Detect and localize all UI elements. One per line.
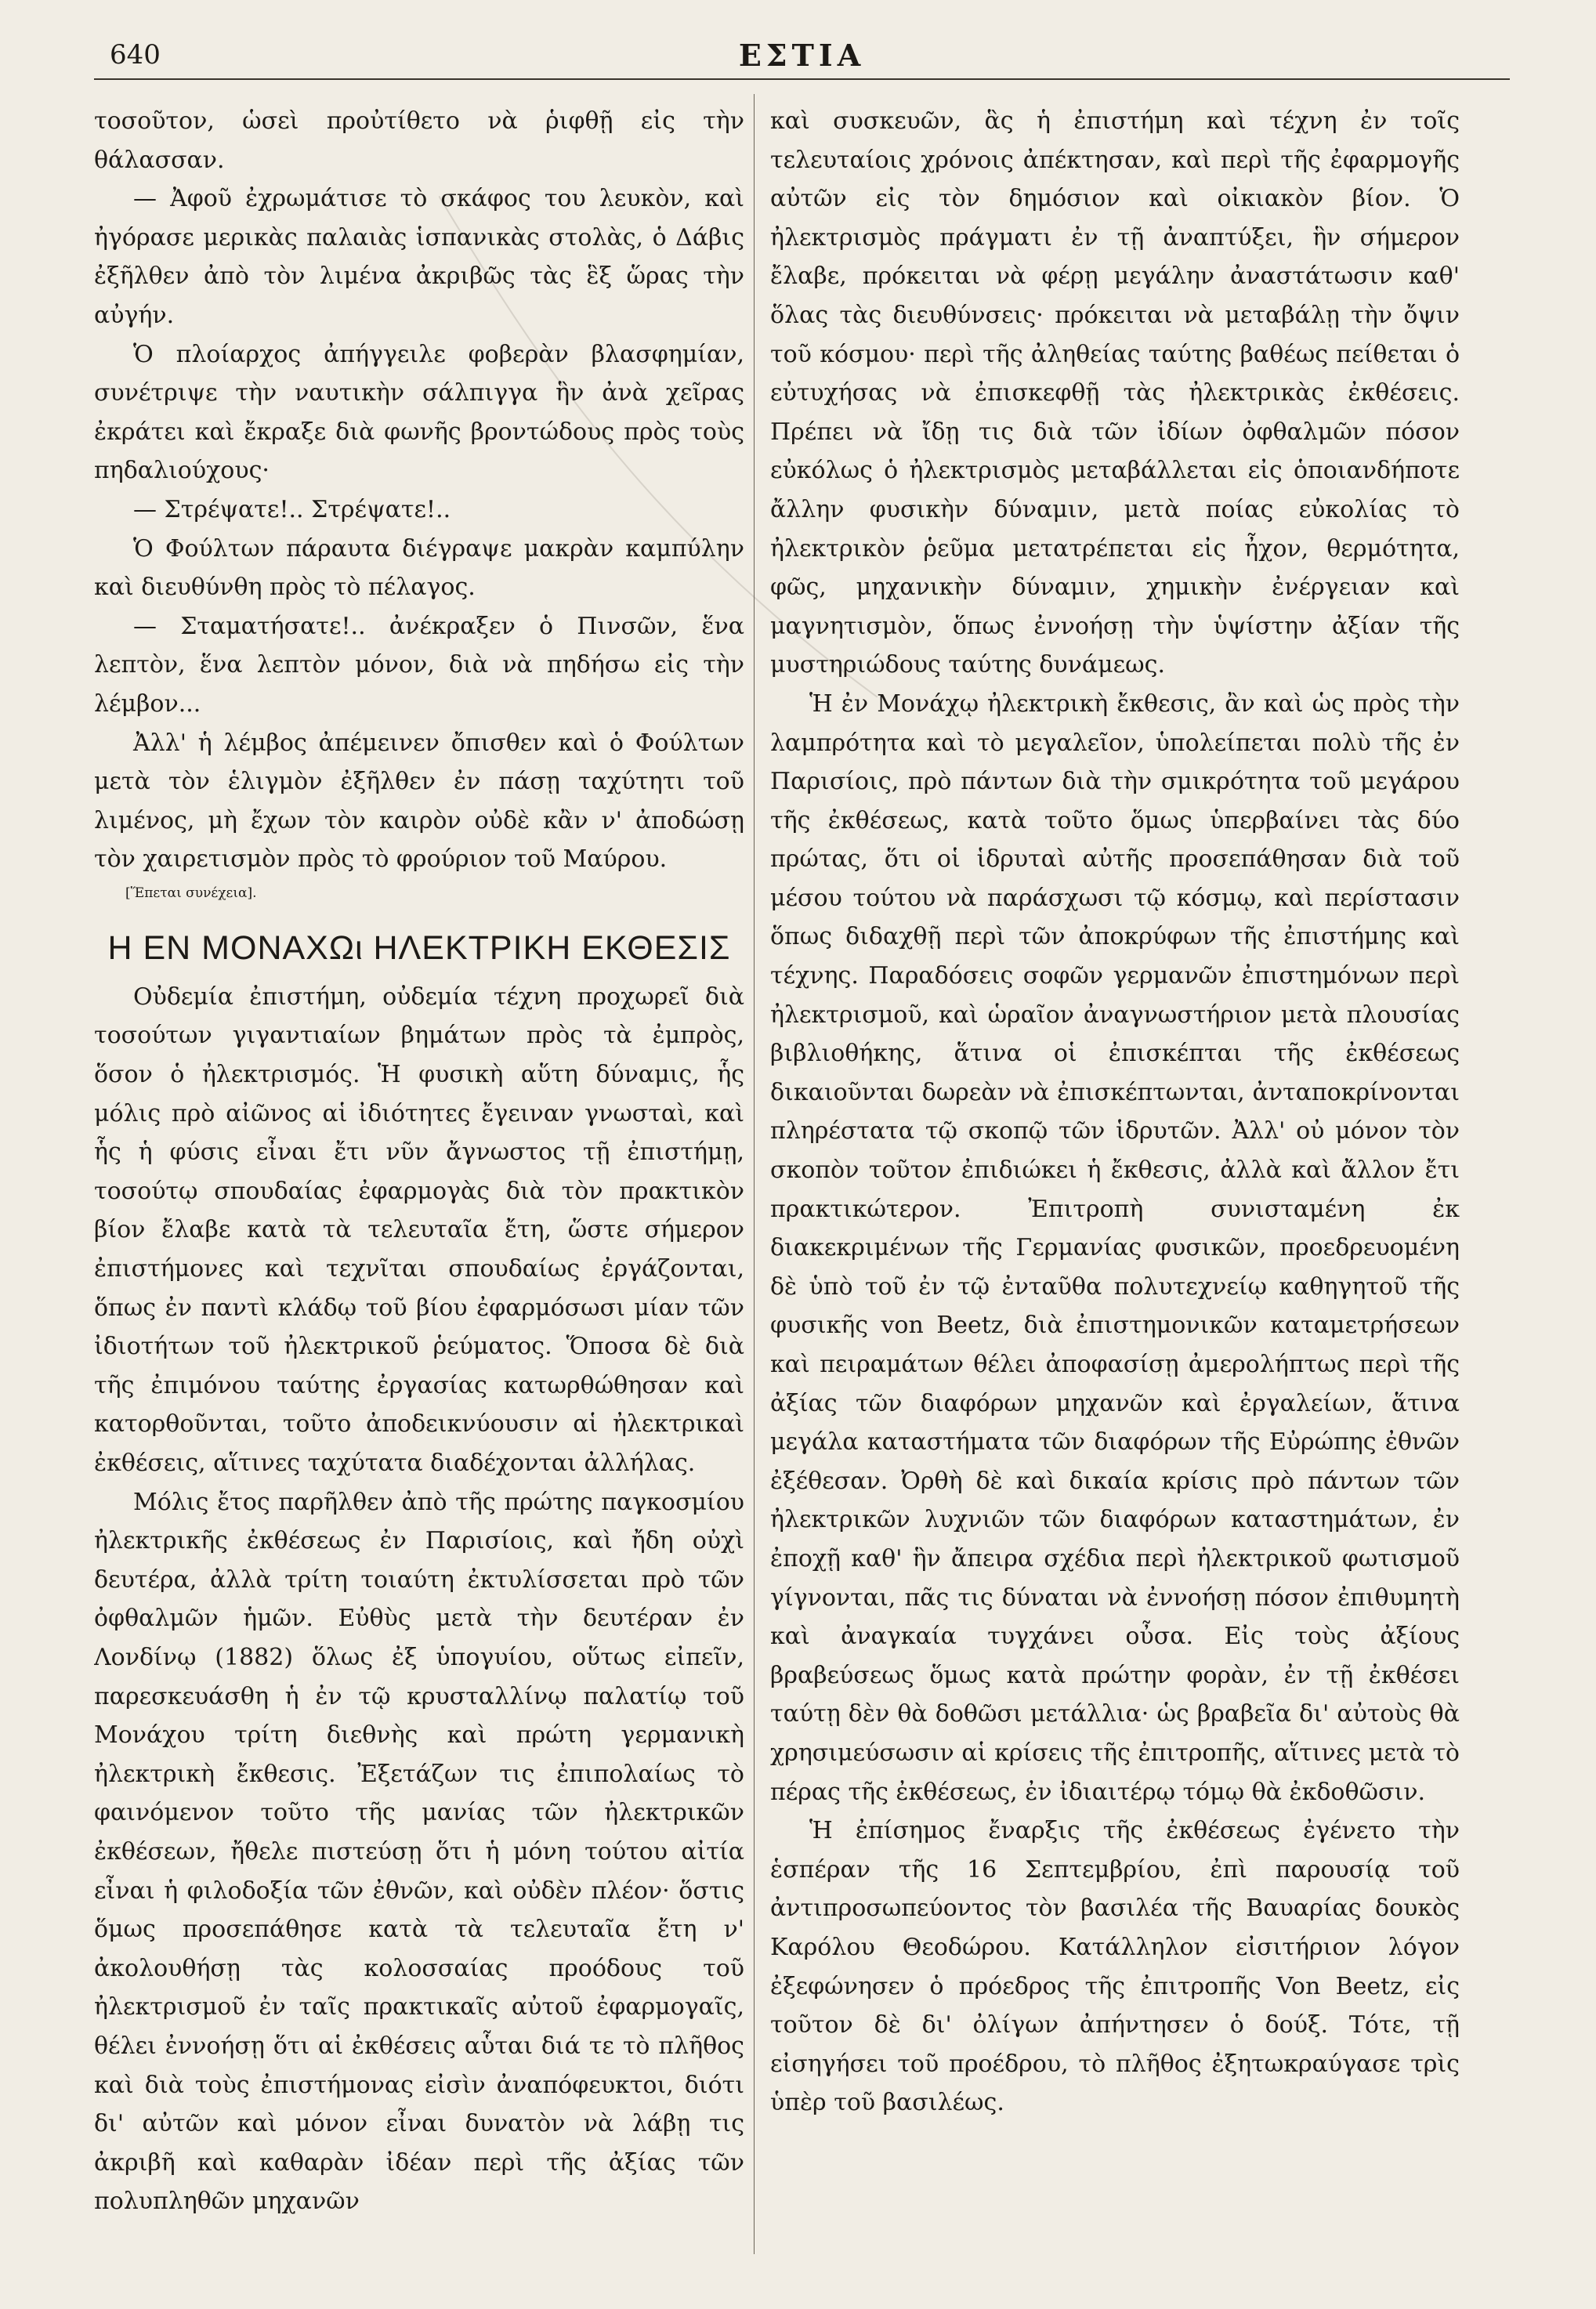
paragraph: Ἀλλ' ἡ λέμβος ἀπέμεινεν ὄπισθεν καὶ ὁ Φούλτων μετὰ τὸν ἑλιγμὸν ἐξῆλθεν ἐν πάσῃ ταχύτητι τοῦ λιμένος, μὴ ἔχων τὸν καιρὸν οὐδὲ κἂν ν' ἀποδώσῃ τὸν χαιρετισμὸν πρὸς τὸ φρούριον τοῦ Μαύρου. — [94, 729, 744, 874]
paragraph: — Ἀφοῦ ἐχρωμάτισε τὸ σκάφος του λευκὸν, καὶ ἠγόρασε μερικὰς παλαιὰς ἱσπανικὰς στολὰς, ὁ Δάβις ἐξῆλθεν ἀπὸ τὸν λιμένα ἀκριβῶς τὰς ἓξ ὥρας τὴν αὐγήν. — [94, 185, 744, 329]
column-divider — [754, 94, 755, 2254]
paragraph: τοσοῦτον, ὡσεὶ προὐτίθετο νὰ ῥιφθῇ εἰς τὴν θάλασσαν. — [94, 107, 744, 174]
paragraph: Ὁ πλοίαρχος ἀπήγγειλε φοβερὰν βλασφημίαν, συνέτριψε τὴν ναυτικὴν σάλπιγγα ἣν ἀνὰ χεῖρας ἐκράτει καὶ ἔκραξε διὰ φωνῆς βροντώδους πρὸς τοὺς πηδαλιούχους· — [94, 340, 744, 485]
paragraph: — Σταματήσατε!.. ἀνέκραξεν ὁ Πινσῶν, ἕνα λεπτὸν, ἕνα λεπτὸν μόνον, διὰ νὰ πηδήσω εἰς τὴν λέμβον... — [94, 612, 744, 718]
continuation-note: [Ἕπεται συνέχεια]. — [125, 885, 257, 901]
left-column — [94, 102, 744, 2246]
page-header — [94, 31, 1510, 80]
running-title: ΕΣΤΙΑ — [738, 38, 866, 73]
paragraph: Μόλις ἔτος παρῆλθεν ἀπὸ τῆς πρώτης παγκοσμίου ἠλεκτρικῆς ἐκθέσεως ἐν Παρισίοις, καὶ ἤδη οὐχὶ δευτέρα, ἀλλὰ τρίτη τοιαύτη ἐκτυλίσσεται πρὸ τῶν ὀφθαλμῶν ἡμῶν. Εὐθὺς μετὰ τὴν δευτέραν ἐν Λονδίνῳ (1882) ὅλως ἐξ ὑπογυίου, οὕτως εἰπεῖν, παρεσκευάσθη ἡ ἐν τῷ κρυσταλλίνῳ παλατίῳ τοῦ Μονάχου τρίτη διεθνὴς καὶ πρώτη γερμανικὴ ἠλεκτρικὴ ἔκθεσις. Ἐξετάζων τις ἐπιπολαίως τὸ φαινόμενον τοῦτο τῆς μανίας τῶν ἠλεκτρικῶν ἐκθέσεων, ἤθελε πιστεύσῃ ὅτι ἡ μόνη τούτου αἰτία εἶναι ἡ φιλοδοξία τῶν ἐθνῶν, καὶ οὐδὲν πλέον· ὅστις ὅμως προσεπάθησε κατὰ τὰ τελευταῖα ἔτη ν' ἀκολουθήσῃ τὰς κολοσσαίας προόδους τοῦ ἠλεκτρισμοῦ ἐν ταῖς πρακτικαῖς αὐτοῦ ἐφαρμογαῖς, θέλει ἐννοήσῃ ὅτι αἱ ἐκθέσεις αὗται διά τε τὸ πλῆθος καὶ διὰ τοὺς ἐπιστήμονας εἰσὶν ἀναπόφευκτοι, διότι δι' αὐτῶν καὶ μόνον εἶναι δυνατὸν νὰ λάβῃ τις ἀκριβῆ καὶ καθαρὰν ἰδέαν περὶ τῆς ἀξίας τῶν πολυπληθῶν μηχανῶν — [94, 1488, 744, 2216]
page-number: 640 — [110, 39, 161, 71]
paragraph: Ὁ Φούλτων πάραυτα διέγραψε μακρὰν καμπύλην καὶ διευθύνθη πρὸς τὸ πέλαγος. — [94, 534, 744, 602]
paragraph: Ἡ ἐν Μονάχῳ ἠλεκτρικὴ ἔκθεσις, ἂν καὶ ὡς πρὸς τὴν λαμπρότητα καὶ τὸ μεγαλεῖον, ὑπολείπεται πολὺ τῆς ἐν Παρισίοις, πρὸ πάντων διὰ τὴν σμικρότητα τοῦ μεγάρου τῆς ἐκθέσεως, κατὰ τοῦτο ὅμως ὑπερβαίνει τὰς δύο πρώτας, ὅτι οἱ ἱδρυταὶ αὐτῆς προσεπάθησαν διὰ τοῦ μέσου τούτου νὰ παράσχωσι τῷ κόσμῳ, καὶ περίστασιν ὅπως διδαχθῇ περὶ τῶν ἀποκρύφων τῆς ἐπιστήμης καὶ τέχνης. Παραδόσεις σοφῶν γερμανῶν ἐπιστημόνων περὶ ἠλεκτρισμοῦ, καὶ ὡραῖον ἀναγνωστήριον μετὰ πλουσίας βιβλιοθήκης, ἅτινα οἱ ἐπισκέπται τῆς ἐκθέσεως δικαιοῦνται δωρεὰν νὰ ἐπισκέπτωνται, ἀνταποκρίνονται πληρέστατα τῷ σκοπῷ τῶν ἱδρυτῶν. Ἀλλ' οὐ μόνον τὸν σκοπὸν τοῦτον ἐπιδιώκει ἡ ἔκθεσις, ἀλλὰ καὶ ἄλλον ἔτι πρακτικώτερον. Ἐπιτροπὴ συνισταμένη ἐκ διακεκριμένων τῆς Γερμανίας φυσικῶν, προεδρευομένη δὲ ὑπὸ τοῦ ἐν τῷ ἐνταῦθα πολυτεχνείῳ καθηγητοῦ τῆς φυσικῆς von Beetz, διὰ ἐπιστημονικῶν καταμετρήσεων καὶ πειραμάτων θέλει ἀποφασίσῃ ἀμερολήπτως περὶ τῆς ἀξίας τῶν διαφόρων μηχανῶν καὶ ἐργαλείων, ἅτινα μεγάλα καταστήματα τῶν διαφόρων τῆς Εὐρώπης ἐθνῶν ἐξέθεσαν. Ὀρθὴ δὲ καὶ δικαία κρίσις πρὸ πάντων τῶν ἠλεκτρικῶν λυχνιῶν τῶν διαφόρων καταστημάτων, ἐν ἐποχῇ καθ' ἣν ἄπειρα σχέδια περὶ ἠλεκτρικοῦ φωτισμοῦ γίγνονται, πᾶς τις δύναται νὰ ἐννοήσῃ πόσον ἐπιθυμητὴ καὶ ἀναγκαία τυγχάνει οὖσα. Εἰς τοὺς ἀξίους βραβεύσεως ὅμως κατὰ πρώτην φορὰν, ἐν τῇ ἐκθέσει ταύτῃ δὲν θὰ δοθῶσι μετάλλια· ὡς βραβεῖα δι' αὐτοὺς θὰ χρησιμεύσωσιν αἱ κρίσεις τῆς ἐπιτροπῆς, αἵτινες μετὰ τὸ πέρας τῆς ἐκθέσεως, ἐν ἰδιαιτέρῳ τόμῳ θὰ ἐκδοθῶσιν. — [770, 689, 1460, 1806]
paragraph: Ἡ ἐπίσημος ἔναρξις τῆς ἐκθέσεως ἐγένετο τὴν ἑσπέραν τῆς 16 Σεπτεμβρίου, ἐπὶ παρουσίᾳ τοῦ ἀντιπροσωπεύοντος τὸν βασιλέα τῆς Βαυαρίας δουκὸς Καρόλου Θεοδώρου. Κατάλληλον εἰσιτήριον λόγον ἐξεφώνησεν ὁ πρόεδρος τῆς ἐπιτροπῆς Von Beetz, εἰς τοῦτον δὲ δι' ὀλίγων ἀπήντησεν ὁ δούξ. Τότε, τῇ εἰσηγήσει τοῦ προέδρου, τὸ πλῆθος ἐξητωκραύγασε τρὶς ὑπὲρ τοῦ βασιλέως. — [770, 1817, 1460, 2117]
article-title: Η ΕΝ ΜΟΝΑΧΩι ΗΛΕΚΤΡΙΚΗ ΕΚΘΕΣΙΣ — [107, 928, 731, 967]
paragraph: καὶ συσκευῶν, ἃς ἡ ἐπιστήμη καὶ τέχνη ἐν τοῖς τελευταίοις χρόνοις ἀπέκτησαν, καὶ περὶ τῆς ἐφαρμογῆς αὐτῶν εἰς τὸν δημόσιον καὶ οἰκιακὸν βίον. Ὁ ἠλεκτρισμὸς πράγματι ἐν τῇ ἀναπτύξει, ἣν σήμερον ἔλαβε, πρόκειται νὰ φέρῃ μεγάλην ἀναστάτωσιν καθ' ὅλας τὰς διευθύνσεις· πρόκειται νὰ μεταβάλῃ τὴν ὄψιν τοῦ κόσμου· περὶ τῆς ἀληθείας ταύτης βαθέως πείθεται ὁ εὐτυχήσας νὰ ἐπισκεφθῇ τὰς ἠλεκτρικὰς ἐκθέσεις. Πρέπει νὰ ἴδῃ τις διὰ τῶν ἰδίων ὀφθαλμῶν πόσον εὐκόλως ὁ ἠλεκτρισμὸς μεταβάλλεται εἰς ὁποιανδήποτε ἄλλην φυσικὴν δύναμιν, μετὰ ποίας εὐκολίας τὸ ἠλεκτρικὸν ῥεῦμα μετατρέπεται εἰς ἦχον, θερμότητα, φῶς, μηχανικὴν δύναμιν, χημικὴν ἐνέργειαν καὶ μαγνητισμὸν, ὅπως ἐννοήσῃ τὴν ὑψίστην ἀξίαν τῆς μυστηριώδους ταύτης δυνάμεως. — [770, 107, 1460, 679]
paragraph: Οὐδεμία ἐπιστήμη, οὐδεμία τέχνη προχωρεῖ διὰ τοσούτων γιγαντιαίων βημάτων πρὸς τὰ ἐμπρὸς, ὅσον ὁ ἠλεκτρισμός. Ἡ φυσικὴ αὕτη δύναμις, ἧς μόλις πρὸ αἰῶνος αἱ ἰδιότητες ἔγειναν γνωσταὶ, καὶ ἧς ἡ φύσις εἶναι ἔτι νῦν ἄγνωστος τῇ ἐπιστήμῃ, τοσούτῳ σπουδαίας ἐφαρμογὰς διὰ τὸν πρακτικὸν βίον ἔλαβε κατὰ τὰ τελευταῖα ἔτη, ὥστε σήμερον ἐπιστήμονες καὶ τεχνῖται σπουδαίως ἐργάζονται, ὅπως ἐν παντὶ κλάδῳ τοῦ βίου ἐφαρμόσωσι μίαν τῶν ἰδιοτήτων τοῦ ἠλεκτρικοῦ ῥεύματος. Ὅποσα δὲ διὰ τῆς ἐπιμόνου ταύτης ἐργασίας κατωρθώθησαν καὶ κατορθοῦνται, τοῦτο ἀποδεικνύουσιν αἱ ἠλεκτρικαὶ ἐκθέσεις, αἵτινες ταχύτατα διαδέχονται ἀλλήλας. — [94, 983, 744, 1477]
paragraph: — Στρέψατε!.. Στρέψατε!.. — [133, 495, 451, 523]
right-column — [770, 102, 1460, 2246]
